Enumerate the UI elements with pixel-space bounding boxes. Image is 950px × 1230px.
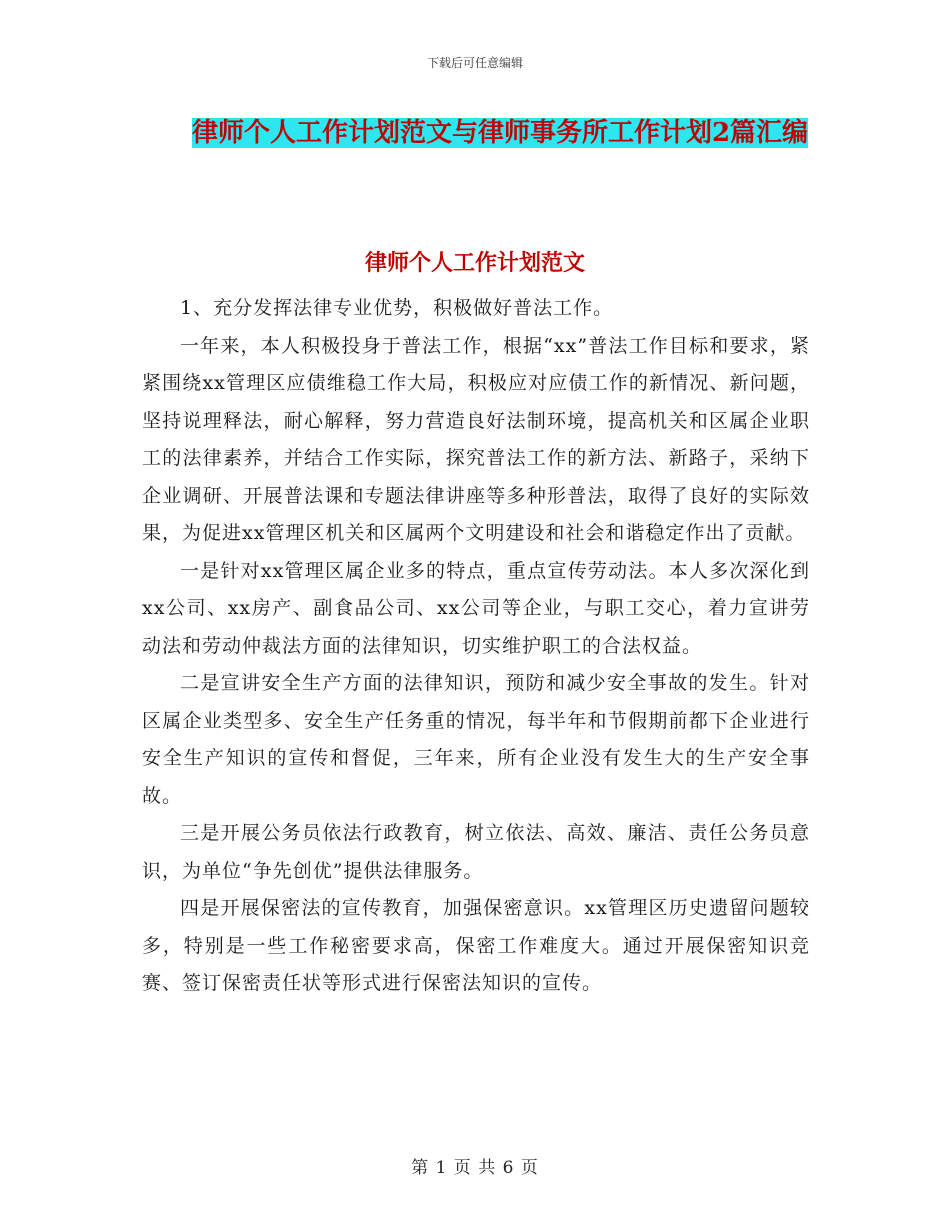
page-indicator: 第 1 页 共 6 页 (411, 1158, 539, 1178)
paragraph: 一是针对xx管理区属企业多的特点，重点宣传劳动法。本人多次深化到xx公司、xx房产、副食品公司、xx公司等企业，与职工交心，着力宣讲劳动法和劳动仲裁法方面的法律知识，切实维护职工的合法权益。 (142, 559, 810, 657)
paragraph: 四是开展保密法的宣传教育，加强保密意识。xx管理区历史遗留问题较多，特别是一些工作秘密要求高，保密工作难度大。通过开展保密知识竞赛、签订保密责任状等形式进行保密法知识的宣传。 (142, 897, 810, 994)
section-title: 律师个人工作计划范文 (364, 250, 585, 276)
document-title (190, 110, 810, 156)
paragraph: 二是宣讲安全生产方面的法律知识，预防和减少安全事故的发生。针对区属企业类型多、安全生产任务重的情况，每半年和节假期前都下企业进行安全生产知识的宣传和督促，三年来，所有企业没有发生大的生产安全事故。 (142, 672, 810, 807)
header-note: 下载后可任意编辑 (426, 56, 523, 70)
paragraph: 三是开展公务员依法行政教育，树立依法、高效、廉洁、责任公务员意识，为单位“争先创优”提供法律服务。 (142, 822, 810, 882)
paragraph: 1、充分发挥法律专业优势，积极做好普法工作。 (180, 297, 614, 319)
document-title-text: 律师个人工作计划范文与律师事务所工作计划2篇汇编 (191, 118, 809, 148)
paragraph: 一年来，本人积极投身于普法工作，根据“xx”普法工作目标和要求，紧紧围绕xx管理区应债维稳工作大局，积极应对应债工作的新情况、新问题，坚持说理释法，耐心解释，努力营造良好法制环境，提高机关和区属企业职工的法律素养，并结合工作实际，探究普法工作的新方法、新路子，采纳下企业调研、开展普法课和专题法律讲座等多种形普法，取得了良好的实际效果，为促进xx管理区机关和区属两个文明建设和社会和谐稳定作出了贡献。 (142, 334, 810, 544)
document-body (142, 290, 810, 1003)
